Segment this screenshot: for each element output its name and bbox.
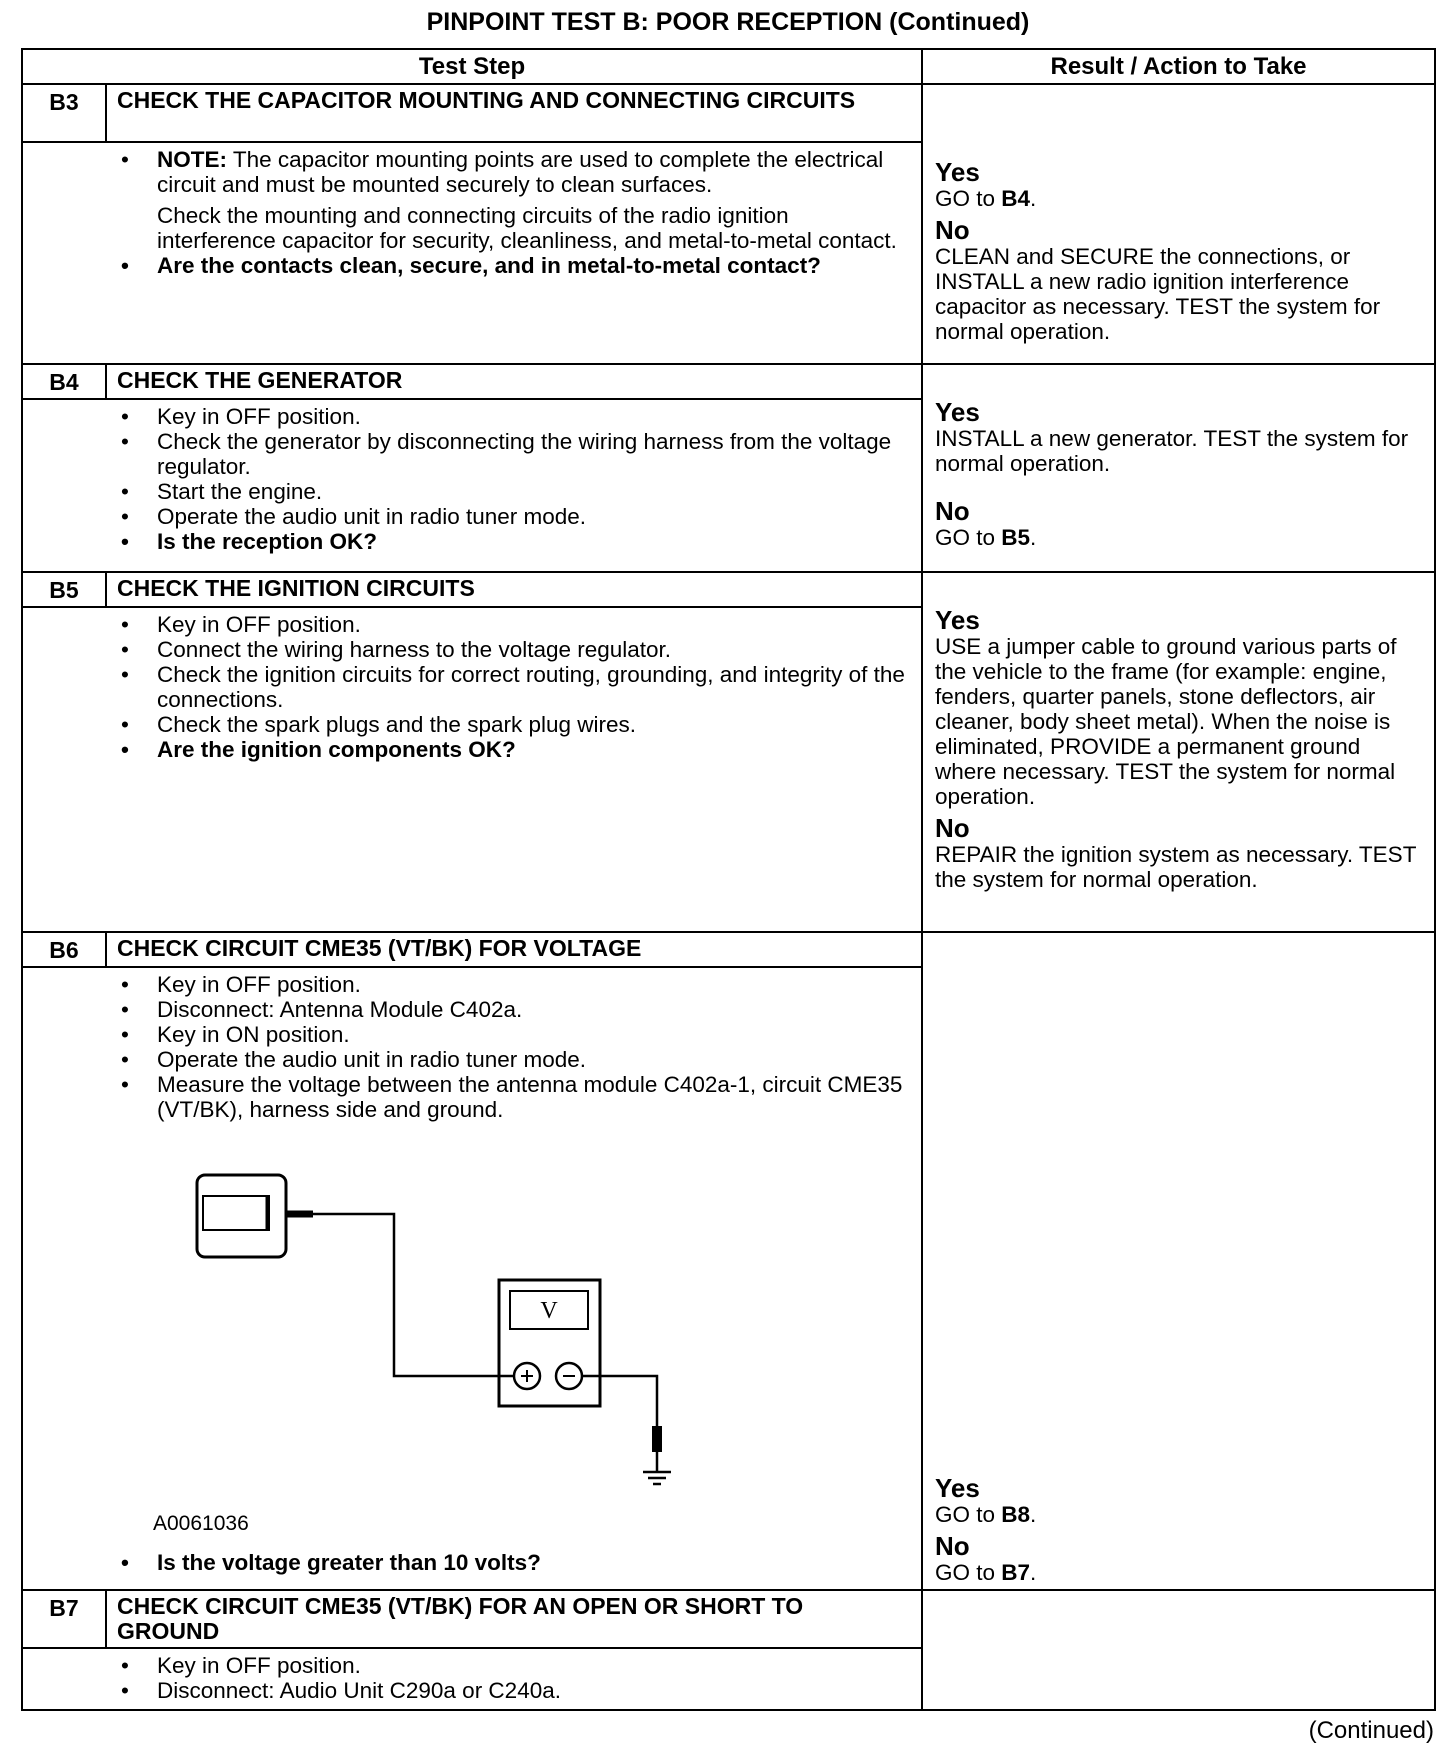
figure-id: A0061036 [153,1512,249,1535]
step-b4-result [922,364,1435,572]
page-title: PINPOINT TEST B: POOR RECEPTION (Continued) [426,8,1030,36]
yes-action: GO to B4. [935,186,1037,211]
step-name: CHECK THE GENERATOR [106,364,922,399]
no-action: CLEAN and SECURE the connections, or INSTALL a new radio ignition interference capacitor as necessary. TEST the system for normal operation. [935,244,1381,344]
no-label: No [935,496,970,526]
list-item: • Start the engine. [121,479,911,504]
antenna-module-connector [197,1175,286,1257]
probe-lead-negative [582,1376,662,1472]
step-b4-body [22,399,922,572]
probe-lead-positive [285,1214,513,1376]
list-item: • Key in OFF position. [121,972,911,997]
step-name: CHECK CIRCUIT CME35 (VT/BK) FOR VOLTAGE [106,932,922,967]
list-item: • Key in OFF position. [121,612,911,637]
step-b3-header-row [22,84,1435,142]
table-header-row [22,49,1435,84]
no-action: GO to B5. [935,525,1037,550]
list-item: • Check the ignition circuits for correct routing, grounding, and integrity of the connections. [121,662,911,712]
step-b4-header-row [22,364,1435,399]
step-name: CHECK THE CAPACITOR MOUNTING AND CONNECTING CIRCUITS [106,84,922,142]
list-item: • Measure the voltage between the antenna module C402a-1, circuit CME35 (VT/BK), harness side and ground. [121,1072,911,1122]
step-id: B7 [22,1590,106,1648]
step-question: • Is the reception OK? [121,529,911,554]
step-b5-body [22,607,922,932]
list-item: • Disconnect: Antenna Module C402a. [121,997,911,1022]
yes-label: Yes [935,1473,980,1503]
step-id: B4 [22,364,106,399]
list-item: • Operate the audio unit in radio tuner mode. [121,504,911,529]
no-action: GO to B7. [935,1560,1037,1585]
yes-action: GO to B8. [935,1502,1037,1527]
step-question: • Is the voltage greater than 10 volts? [121,1550,911,1575]
pinpoint-test-table [21,48,1436,1711]
step-id: B3 [22,84,106,142]
list-item: • Operate the audio unit in radio tuner mode. [121,1047,911,1072]
step-b6-result [922,932,1435,1590]
step-question: • Are the contacts clean, secure, and in metal-to-metal contact? [121,253,911,278]
list-item: • Check the spark plugs and the spark plug wires. [121,712,911,737]
step-name: CHECK CIRCUIT CME35 (VT/BK) FOR AN OPEN OR SHORT TO GROUND [106,1590,922,1648]
no-label: No [935,813,970,843]
step-id: B5 [22,572,106,607]
step-b5-result [922,572,1435,932]
yes-label: Yes [935,157,980,187]
list-item: • Key in OFF position. [121,1653,911,1678]
voltmeter [499,1280,600,1406]
header-test-step: Test Step [22,49,922,84]
wiring-diagram-svg [23,1130,843,1550]
list-item: • NOTE: The capacitor mounting points are used to complete the electrical circuit and must be mounted securely to clean surfaces. [121,147,911,197]
no-label: No [935,215,970,245]
ground-icon [643,1472,671,1484]
no-label: No [935,1531,970,1561]
yes-action: INSTALL a new generator. TEST the system for normal operation. [935,426,1409,476]
step-b7-header-row [22,1590,1435,1648]
header-result: Result / Action to Take [922,49,1435,84]
voltmeter-diagram [23,1130,911,1550]
step-id: B6 [22,932,106,967]
step-b6-body [22,967,922,1590]
step-question: • Are the ignition components OK? [121,737,911,762]
yes-action: USE a jumper cable to ground various parts of the vehicle to the frame (for example: engine, fenders, quarter panels, stone deflectors, air cleaner, body sheet metal). When the noise is eliminated, PROVIDE a permanent ground where necessary. TEST the system for normal operation. [935,634,1397,809]
list-item: • Disconnect: Audio Unit C290a or C240a. [121,1678,911,1703]
step-b7-body [22,1648,922,1710]
step-b5-header-row [22,572,1435,607]
check-text: Check the mounting and connecting circuits of the radio ignition interference capacitor for security, cleanliness, and metal-to-metal contact. [157,203,897,253]
list-item: • Key in OFF position. [121,404,911,429]
list-item: • Connect the wiring harness to the voltage regulator. [121,637,911,662]
list-item: • Check the generator by disconnecting the wiring harness from the voltage regulator. [121,429,911,479]
no-action: REPAIR the ignition system as necessary. TEST the system for normal operation. [935,842,1417,892]
meter-label: V [540,1298,558,1324]
step-b6-header-row [22,932,1435,967]
list-item: • Key in ON position. [121,1022,911,1047]
step-b3-result [922,84,1435,364]
continued-footer: (Continued) [1308,1717,1434,1744]
yes-label: Yes [935,605,980,635]
step-name: CHECK THE IGNITION CIRCUITS [106,572,922,607]
step-b7-result [922,1590,1435,1710]
yes-label: Yes [935,397,980,427]
step-b3-body [22,142,922,364]
